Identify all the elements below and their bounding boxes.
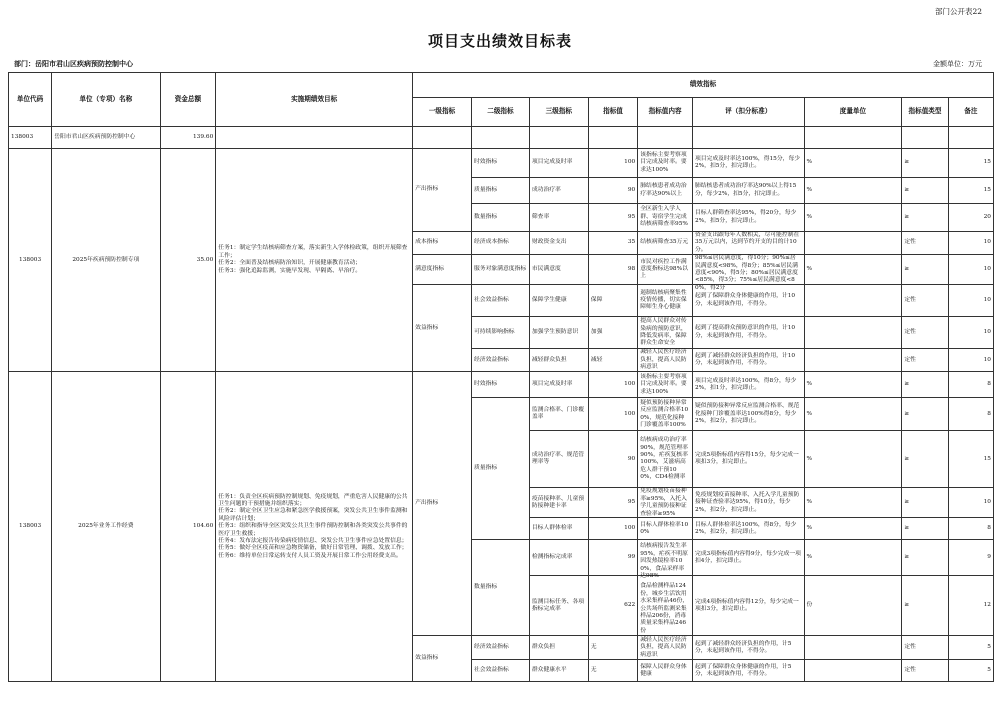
header-unit-code: 单位代码: [9, 73, 52, 127]
table-row: 成功治疗率、规范管理率等 90 结核病成功治疗率90%，规范管理率90%，疟疾复核率100%，艾滋病高危人群干预100%，CD4检测率 完成5项指标值内容得15分，每少完成一项扣3分，扣完即止。 % ≥ 15: [9, 431, 994, 488]
table-row: 目标人群体检率 100 目标人群体检率100% 目标人群体检率达100%，得8分，每少2%，扣2分，扣完即止。 % ≥ 8: [9, 518, 994, 540]
p2-code: 138003: [9, 372, 52, 682]
header-measure: 度量单位: [804, 98, 902, 127]
department-label: 部门：岳阳市君山区疾病预防控制中心: [14, 59, 133, 68]
p1-code: 138003: [9, 149, 52, 372]
p2-name: 2025年业务工作经费: [52, 372, 160, 682]
p1-total: 35.00: [160, 149, 216, 372]
table-row: 社会效益指标 群众健康水平 无 保障人民群众身体健康 起到了保障群众身体健康的作用，计5分，未起到该作用，不得分。 定性 5: [9, 660, 994, 682]
p2-total: 104.60: [160, 372, 216, 682]
table-row: 效益指标 社会效益指标 保障学生健康 保障 遏制结核病聚集性疫情传播，切实保障师生身心健康 起到了保障群众身体健康的作用，计10分，未起到该作用，不得分。 定性 10: [9, 285, 994, 317]
table-row: 质量指标 成功治疗率 90 肺结核患者成功治疗率达90%以上 肺结核患者成功治疗率达90%以上得15分，每少2%，扣5分，扣完即止。 % ≥ 15: [9, 178, 994, 204]
p1-l1-sat: 满意度指标: [413, 255, 472, 285]
table-row: 138003 2025年疾病预防控制专项 35.00 任务1：制定学生结核病筛查方案，落实新生入学体检政策，组织开展筛查工作； 任务2：全面普及结核病防治知识，开展健康教育活动； 任务3：强化追踪监测，实施早发现、早隔离、早治疗。 产出指标 时效指标 项目完成及时率 100 该指标主要考察项目完成及时率。要求达100% 项目完成及时率达100%，得15分，每少2%，扣5分，扣完即止。 % ≥ 15: [9, 149, 994, 178]
table-row: 可持续影响指标 加强学生预防意识 加强 提高人民群众对传染病的预防意识，降低发病率，保障群众生命安全 起到了提高群众预防意识的作用，计10分，未起到该作用，不得分。 定性 10: [9, 317, 994, 349]
header-total: 资金总额: [160, 73, 216, 127]
currency-unit-label: 金额单位：万元: [933, 60, 982, 68]
performance-table: [8, 72, 994, 682]
header-note: 备注: [948, 98, 993, 127]
header-rule: 评（扣分标准）: [692, 98, 804, 127]
table-row: 数量指标 筛查率 95 全区新生入学人群、寄宿学生完成结核病筛查率95% 目标人群筛查率达95%，得20分，每少2%，扣5分，扣完即止。 % ≥ 20: [9, 204, 994, 232]
p2-l1-benefit: 效益指标: [413, 636, 472, 682]
form-number: 部门公开表22: [934, 7, 982, 16]
header-goal: 实施期绩效目标: [216, 73, 413, 127]
p2-l2-quantity: 数量指标: [471, 540, 529, 636]
summary-name: 岳阳市君山区疾病预防控制中心: [52, 127, 160, 149]
p1-l1-output: 产出指标: [413, 149, 472, 232]
header-content: 指标值内容: [638, 98, 693, 127]
p1-l1-cost: 成本指标: [413, 232, 472, 255]
table-row: 监测目标任务、各项指标完成率 622 食品检测样品124份，城乡生活饮用水采集样品46份，公共场所监测采集样品206份，消毒质量采集样品246份 完成4项指标值内容得12分，每少完成一项扣3分，扣完即止。 份 ≥ 12: [9, 576, 994, 636]
table-row: 疫苗接种率、儿童预防接种建卡率 95 免疫规划疫苗接种率≥95%，入托入学儿童预防接种证查验率≥95% 免疫规划疫苗接种率、入托入学儿童预防接种证查验率达95%，得10分，每少2%，扣2分，扣完即止。 % ≥ 10: [9, 488, 994, 518]
header-lvl3: 三级指标: [529, 98, 588, 127]
p2-l2-quality: 质量指标: [471, 398, 529, 540]
page-title: 项目支出绩效目标表: [427, 32, 572, 50]
table-row: 效益指标 经济效益指标 群众负担 无 减轻人民医疗经济负担，提高人民防病意识 起到了减轻群众经济负担的作用，计5分，未起到该作用，不得分。 定性 5: [9, 636, 994, 660]
summary-row: [9, 127, 994, 149]
table-row: 经济效益指标 减轻群众负担 减轻 减轻人民医疗经济负担，提高人民防病意识 起到了减轻群众经济负担的作用，计10分，未起到该作用，不得分。 定性 10: [9, 349, 994, 372]
header-value: 指标值: [588, 98, 637, 127]
p1-name: 2025年疾病预防控制专项: [52, 149, 160, 372]
header-vtype: 指标值类型: [902, 98, 948, 127]
table-row: 数量指标 检测指标完成率 99 结核病报告发生率95%，疟疾不明原因发热镜检率100%，食品采样率达98% 完成3项指标值内容得9分，每少完成一项扣4分，扣完即止。 % ≥ 9: [9, 540, 994, 576]
table-row: 满意度指标 服务对象满意度指标 市民满意度 98 市民对疾控工作满意度指标达98%以上 98%≤居民满意度，得10分；90%≤居民满意度<98%，得8分；85%≤居民满意度<90%，得5分；80%≤居民满意度<85%，得3分；75%≤居民满意度<80%，得2分 % ≥ 10: [9, 255, 994, 285]
header-lvl1: 一级指标: [413, 98, 472, 127]
p2-l1-output: 产出指标: [413, 372, 472, 636]
p1-l1-benefit: 效益指标: [413, 285, 472, 372]
summary-code: 138003: [9, 127, 52, 149]
table-row: 质量指标 监测合格率、门诊覆盖率 100 疑似预防接种异常反应监测合格率100%，规范化接种门诊覆盖率100% 疑似预防接种异常反应监测合格率、规范化接种门诊覆盖率达100%得8分，每少2%，扣2分，扣完即止。 % ≥ 8: [9, 398, 994, 431]
p1-tasks: 任务1：制定学生结核病筛查方案，落实新生入学体检政策，组织开展筛查工作； 任务2：全面普及结核病防治知识，开展健康教育活动； 任务3：强化追踪监测，实施早发现、早隔离、早治疗。: [216, 149, 413, 372]
header-lvl2: 二级指标: [471, 98, 529, 127]
header-indicators: 绩效指标: [413, 73, 994, 98]
table-row: 成本指标 经济成本指标 财政资金支出 35 结核病筛查35万元 资金支出跟每年人数相关，尽可能控制在35万元以内，达到节约开支的目的计10分。 定性 10: [9, 232, 994, 255]
table-row: 138003 2025年业务工作经费 104.60 任务1：负责全区疾病预防控制规划、免疫规划，严重危害人民健康的公共卫生问题的干预措施并组织落实； 任务2：制定全区卫生应急和紧急医学救援预案，突发公共卫生事件监测和风险评估计划； 任务3：组织和指导全区突发公共卫生事件预防控制和各类突发公共事件的医疗卫生救援； 任务4：发布法定报告传染病疫情信息、突发公共卫生事件应急处置信息； 任务5：做好全区疫苗和应急物资储备，做好日常管理、调拨、发放工作； 任务6：维持单位日常运转支付人员工资及开展日常工作公用经费支出。 产出指标 时效指标 项目完成及时率 100 该指标主要考察项目完成及时率。要求达100% 项目完成及时率达100%，得8分，每少2%，扣1分，扣完即止。 % ≥ 8: [9, 372, 994, 398]
p2-tasks: 任务1：负责全区疾病预防控制规划、免疫规划，严重危害人民健康的公共卫生问题的干预措施并组织落实； 任务2：制定全区卫生应急和紧急医学救援预案，突发公共卫生事件监测和风险评估计划； 任务3：组织和指导全区突发公共卫生事件预防控制和各类突发公共事件的医疗卫生救援； 任务4：发布法定报告传染病疫情信息、突发公共卫生事件应急处置信息； 任务5：做好全区疫苗和应急物资储备，做好日常管理、调拨、发放工作； 任务6：维持单位日常运转支付人员工资及开展日常工作公用经费支出。: [216, 372, 413, 682]
header-unit-name: 单位（专项）名称: [52, 73, 160, 127]
summary-total: 139.60: [160, 127, 216, 149]
